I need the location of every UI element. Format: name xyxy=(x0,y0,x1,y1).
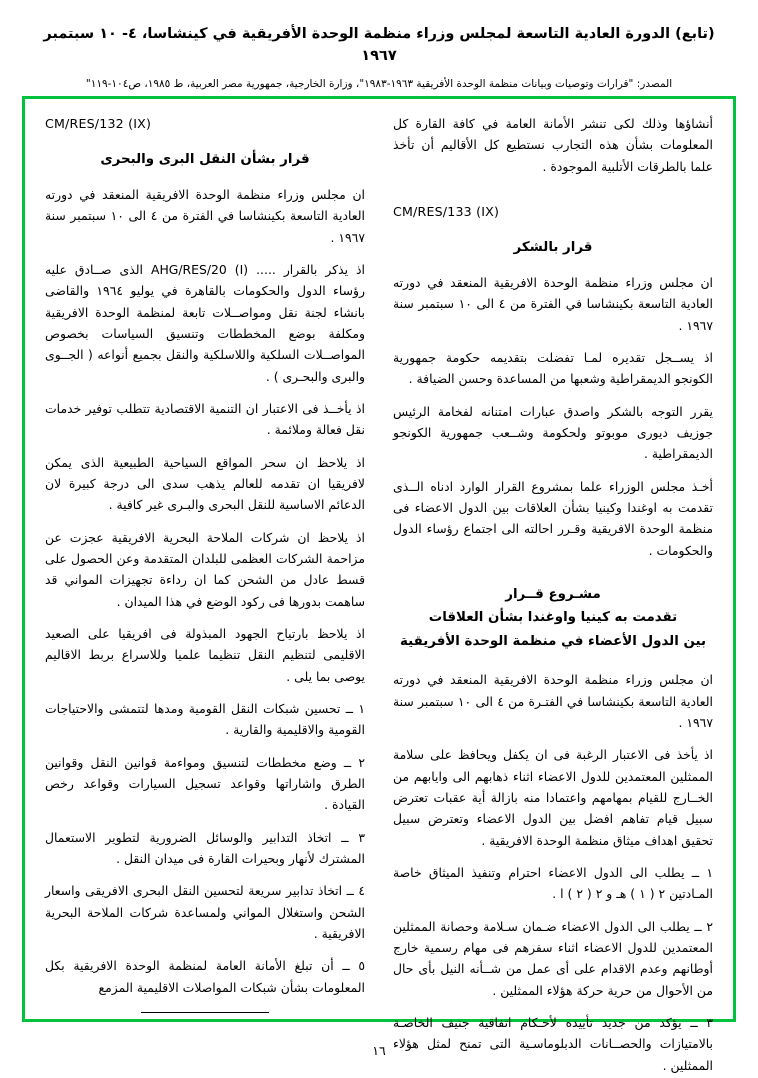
paragraph: اذ يســجل تقديره لمـا تفضلت بتقديمه حكومة جمهورية الكونجو الديمقراطية وشعبها من المساعدة وحسن الضيافة . xyxy=(393,350,713,387)
paragraph: ان مجلس وزراء منظمة الوحدة الافريقية المنعقد في دورته العادية التاسعة بكينشاسا في الفتـرة من ٤ الى ١٠ سبتمبر سنة ١٩٦٧ . xyxy=(393,672,713,731)
paragraph: اذ يأخــذ فى الاعتبار ان التنمية الاقتصادية تتطلب توفير خدمات نقل فعالة وملائمة . xyxy=(45,401,365,438)
paragraph: ان مجلس وزراء منظمة الوحدة الافريقية المنعقد في دورته العادية التاسعة بكينشاسا في الفترة من ٤ الى ١٠ سبتمبر سنة ١٩٦٧ . xyxy=(393,275,713,333)
paragraph: اذ يذكر بالقرار ..... AHG/RES/20 (I) الذى صــادق عليه رؤساء الدول والحكومات بالقاهرة في يوليو ١٩٦٤ والقاضى بانشاء لجنة نقل ومواصــلات تابعة لمنظمة الوحدة الافريقية ومكلفة بوضع المخططات وتنسيق السياسات بخصوص المواصــلات السلكية واللاسلكية والنقل بجميع أنواعه ( الجــوى والبرى والبحـرى ) . xyxy=(45,262,365,384)
paragraph: أخـذ مجلس الوزراء علما بمشروع القرار الوارد ادناه الــذى تقدمت به اوغندا وكينيا بشأن العلاقات بين الدول الاعضاء فى منظمة الوحدة الافريقية وقـرر احالته الى اجتماع رؤساء الدول والحكومات . xyxy=(393,478,713,558)
resolution-heading-132: قرار بشأن النقل البرى والبحرى xyxy=(100,151,310,167)
draft-heading-line-1: مشـروع قــرار xyxy=(505,587,601,603)
list-item: ١ ــ يطلب الى الدول الاعضاء احترام وتنفيذ الميثاق خاصة المـادتين ٢ ( ١ ) هـ و ٢ ( ٢ ) ا . xyxy=(393,865,713,902)
list-item: ٣ ــ اتخاذ التدابير والوسائل الضرورية لتطوير الاستعمال المشترك لأنهار وبحيرات القارة فى ميدان النقل . xyxy=(45,829,365,866)
resolution-heading-133: قرار بالشكر xyxy=(513,239,593,255)
list-item: ١ ــ تحسين شبكات النقل القومية ومدها لتتمشى والاحتياجات القومية والاقليمية والقارية . xyxy=(45,700,365,738)
draft-heading-line-3: بين الدول الأعضاء في منظمة الوحدة الأفريقية xyxy=(399,633,707,649)
list-item: ٣ ــ يؤكد من جديد تأييده لأحـكام اتفاقية جنيف الخاصـة بالامتيازات والحصــانات الدبلوماسـية التى تمنح لمثل هؤلاء الممثلين . xyxy=(393,1014,713,1073)
paragraph: ان مجلس وزراء منظمة الوحدة الافريقية المنعقد في دورته العادية التاسعة بكينشاسا في الفترة من ٤ الى ١٠ سبتمبر سنة ١٩٦٧ . xyxy=(45,187,365,245)
list-item: ٢ ــ يطلب الى الدول الاعضاء ضـمان سـلامة وحصانة الممثلين المعتمدين للدول الاعضاء اثناء سفرهم فى مهام رسمية خارج أوطانهم وعدم الاقدام على أى عمل من شــأنه النيل بأى حال من الأحوال من حرية حركة هؤلاء الممثلين . xyxy=(393,918,713,998)
paragraph: اذ يلاحظ ان سحر المواقع السياحية الطبيعية الذى يمكن لافريقيا ان تقدمه للعالم يذهب سدى الى درجة كبيرة لان الدعائم الاساسية للنقل البحرى والبـرى غير كافية . xyxy=(45,454,365,513)
list-item: ٢ ــ وضع مخططات لتنسيق ومواءمة قوانين النقل وقوانين الطرق واشاراتها وقواعد تسجيل السيارات وقواعد رخص القيادة . xyxy=(45,754,365,813)
list-item: ٤ ــ اتخاذ تدابير سريعة لتحسين النقل البحرى الافريقى واسعار الشحن واستغلال المواني ولمساعدة شركات الملاحة البحرية الافريقية . xyxy=(45,883,365,941)
document-header xyxy=(0,0,758,92)
list-item: ٥ ــ أن تبلغ الأمانة العامة لمنظمة الوحدة الافريقية بكل المعلومات بشأن شبكات المواصلات الاقليمية المزمع xyxy=(45,958,365,995)
resolution-code-132: CM/RES/132 (IX) xyxy=(45,116,152,131)
paragraph: اذ يلاحظ ان شركات الملاحة البحرية الافريقية عجزت عن مزاحمة الشركات العظمى للبلدان المتقدمة وعن الحصول على قسط عادل من الشحن كما ان رداءة تجهيزات المواني قد ساهمت بدورها فى ركود الوضع في هذا الميدان . xyxy=(45,529,365,609)
paragraph: اذ يأخذ فى الاعتبار الرغبة فى ان يكفل ويحافظ على سلامة الممثلين المعتمدين للدول الاعضاء اثناء ذهابهم الى وايابهم من الخــارج للقيام بمهامهم واعتمادا منه بازالة أية عقبات تعترض سبيل قيام تفاهم افضل بين الدول الاعضاء وتعترض سبيل تحقيق اهداف ميثاق منظمة الوحدة الافريقية . xyxy=(393,747,713,848)
paragraph: يقرر التوجه بالشكر واصدق عبارات امتنانه لفخامة الرئيس جوزيف ديورى موبوتو ولحكومة وشــعب جمهورية الكونجو الديمقراطية . xyxy=(393,403,713,462)
section-divider xyxy=(141,1012,269,1014)
paragraph: اذ يلاحظ بارتياح الجهود المبذولة فى افريقيا على الصعيد الاقليمى لتنظيم النقل تنظيما علميا وللاسراع بربط الاقاليم يوصى بما يلى . xyxy=(45,626,365,684)
draft-heading-line-2: تقدمت به كينيا واوغندا بشأن العلاقات xyxy=(428,610,678,626)
draft-resolution-heading xyxy=(393,583,713,653)
left-column xyxy=(31,105,379,1013)
page-title: (تابع) الدورة العادية التاسعة لمجلس وزراء منظمة الوحدة الأفريقية في كينشاسا، ٤- ١٠ سبتمبر ١٩٦٧ xyxy=(43,26,715,64)
paragraph-continuation: أنشاؤها وذلك لكى تنشر الأمانة العامة في كافة القارة كل المعلومات بشأن هذه التجارب نستطيع كل الأقاليم أن تأخذ علما بالطرقات الأتلبية الموجودة . xyxy=(393,116,713,174)
page-number: ١٦ xyxy=(372,1043,386,1058)
resolution-code-133: CM/RES/133 (IX) xyxy=(393,203,500,219)
source-line: المصدر: "قرارات وتوصيات وبيانات منظمة الوحدة الأفريقية ١٩٦٣-١٩٨٣"، وزارة الخارجية، جمهورية مصر العربية، ط ١٩٨٥، ص١٠٤-١١٩" xyxy=(85,77,673,90)
